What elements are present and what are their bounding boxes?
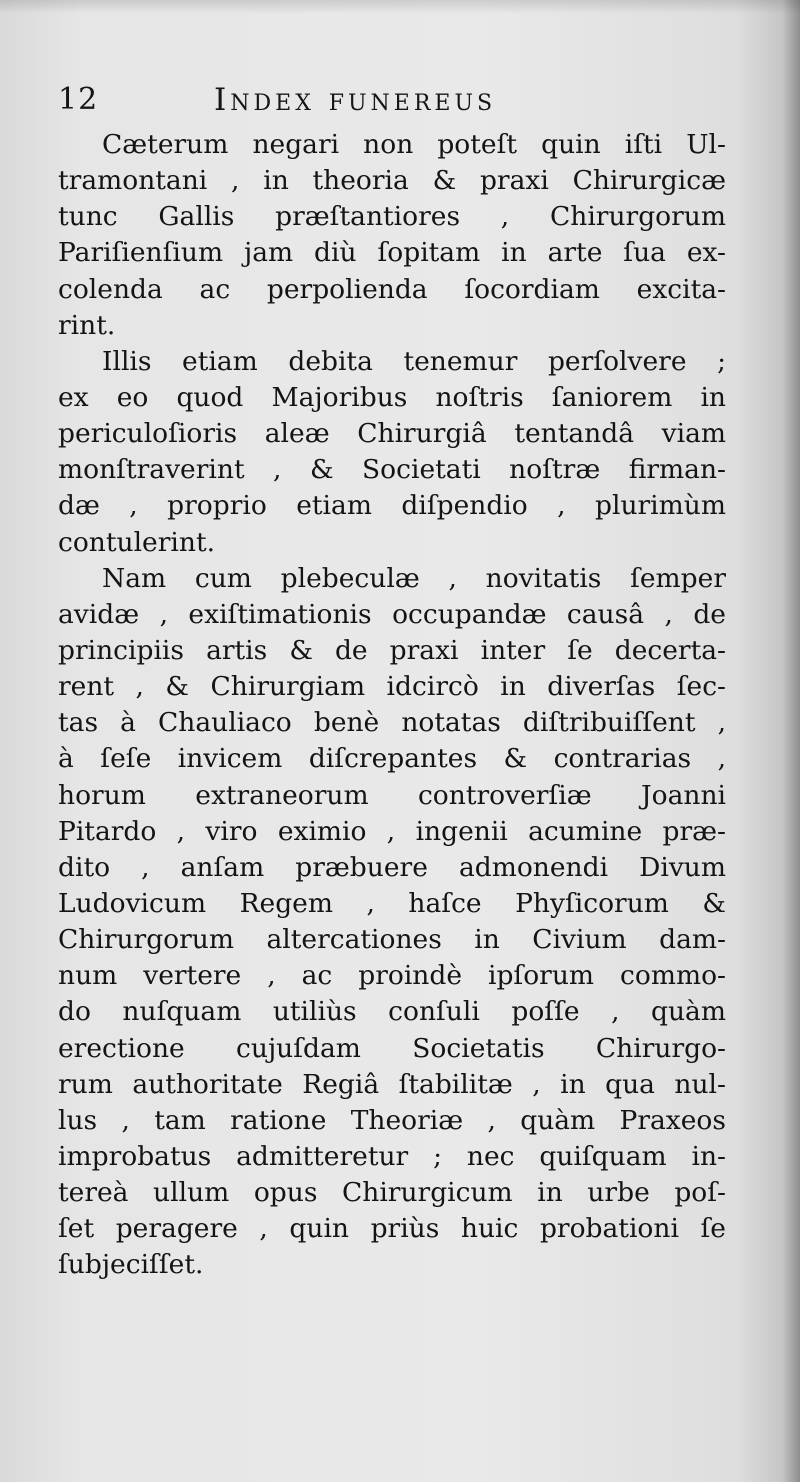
text-line: Pariſienſium jam diù ſopitam in arte ſua ex- — [58, 237, 726, 269]
text-line: lus , tam ratione Theoriæ , quàm Praxeos — [58, 1104, 726, 1136]
text-line: ſubjeciſſet. — [58, 1249, 204, 1281]
text-line: horum extraneorum controverſiæ Joanni — [58, 779, 726, 811]
text-line: colenda ac perpolienda ſocordiam excita- — [58, 273, 726, 305]
text-line: à ſeſe invicem diſcrepantes & contrarias , — [58, 743, 726, 775]
page-number: 12 — [58, 82, 99, 117]
text-line: tereà ullum opus Chirurgicum in urbe poſ- — [58, 1177, 726, 1209]
text-line: tunc Gallis præſtantiores , Chirurgorum — [58, 201, 726, 233]
body-text — [58, 127, 726, 1284]
text-line: avidæ , exiſtimationis occupandæ causâ , de — [58, 598, 726, 630]
page-header — [58, 82, 718, 122]
text-line: erectione cujuſdam Societatis Chirurgo- — [58, 1032, 726, 1064]
text-line: rent , & Chirurgiam idcircò in diverſas ſec- — [58, 671, 726, 703]
text-line: periculoſioris aleæ Chirurgiâ tentandâ viam — [58, 418, 726, 450]
text-line: Cæterum negari non poteſt quin iſti Ul- — [102, 129, 726, 160]
text-line: contulerint. — [58, 526, 216, 558]
text-line: rum authoritate Regiâ ſtabilitæ , in qua nul- — [58, 1068, 726, 1100]
text-line: ſet peragere , quin priùs huic probationi ſe — [58, 1213, 726, 1245]
text-line: Nam cum plebeculæ , novitatis ſemper — [102, 562, 726, 594]
text-line: Pitardo , viro eximio , ingenii acumine præ- — [58, 815, 726, 847]
text-line: do nuſquam utiliùs conſuli poſſe , quàm — [58, 996, 726, 1028]
page-top-shadow — [0, 0, 800, 14]
text-line: Illis etiam debita tenemur perſolvere ; — [102, 345, 726, 377]
text-line: num vertere , ac proindè ipſorum commo- — [58, 960, 726, 992]
text-line: dito , anſam præbuere admonendi Divum — [58, 851, 726, 883]
text-line: ex eo quod Majoribus noſtris ſaniorem in — [58, 381, 726, 413]
text-line: dæ , proprio etiam diſpendio , plurimùm — [58, 490, 726, 522]
text-line: rint. — [58, 309, 116, 341]
text-line: monſtraverint , & Societati noſtræ firman- — [58, 454, 726, 486]
text-line: Ludovicum Regem , haſce Phyſicorum & — [58, 887, 726, 919]
text-line: Chirurgorum altercationes in Civium dam- — [58, 924, 726, 956]
page-gutter-shadow — [782, 0, 800, 1482]
text-line: tramontani , in theoria & praxi Chirurgicæ — [58, 165, 726, 197]
text-line: principiis artis & de praxi inter ſe decerta- — [58, 634, 726, 666]
text-line: improbatus admitteretur ; nec quiſquam in- — [58, 1140, 726, 1172]
text-line: tas à Chauliaco benè notatas diſtribuiſſent , — [58, 707, 726, 739]
running-title: Index funereus — [214, 82, 497, 118]
